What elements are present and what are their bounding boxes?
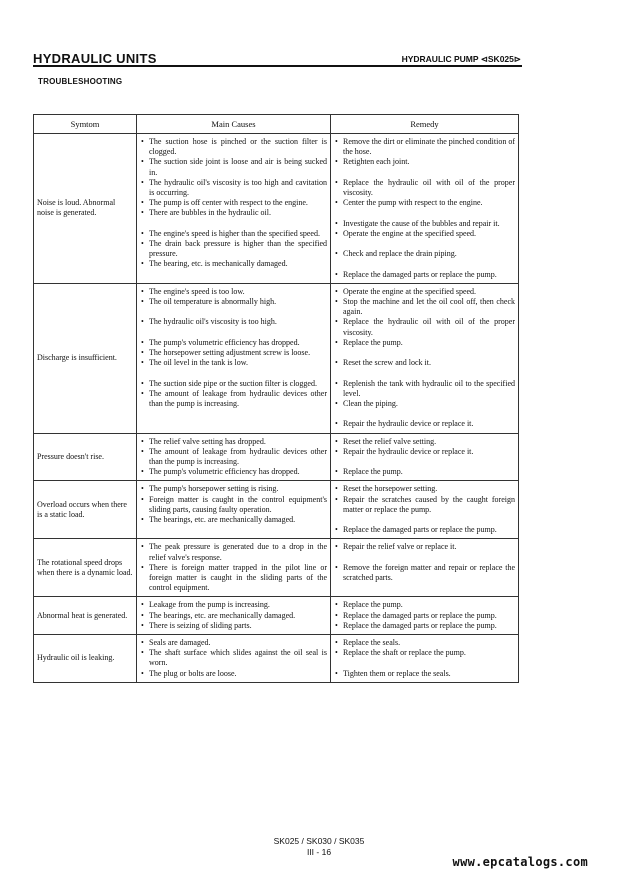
- cause-item: • There are bubbles in the hydraulic oil.: [140, 208, 327, 218]
- column-header-main-causes: Main Causes: [137, 115, 331, 134]
- remedy-item: • Replace the pump.: [334, 467, 515, 477]
- troubleshooting-table: [33, 114, 519, 683]
- remedy-item: • Replace the damaged parts or replace the pump.: [334, 270, 515, 280]
- cause-item: • The hydraulic oil's viscosity is too high.: [140, 317, 327, 327]
- symptom-cell: Abnormal heat is generated.: [34, 597, 137, 635]
- table-row: [34, 481, 519, 539]
- remedy-item: • Repair the hydraulic device or replace it.: [334, 419, 515, 429]
- main-causes-cell: [137, 539, 331, 597]
- remedy-list: [334, 484, 515, 535]
- cause-item: • The pump is off center with respect to the engine.: [140, 198, 327, 208]
- main-causes-cell: [137, 481, 331, 539]
- cause-item: • The bearing, etc. is mechanically damaged.: [140, 259, 327, 269]
- remedy-cell: [331, 635, 519, 683]
- cause-item: • The suction side joint is loose and air is being sucked in.: [140, 157, 327, 177]
- cause-item: • The pump's volumetric efficiency has dropped.: [140, 467, 327, 477]
- main-causes-list: [140, 542, 327, 593]
- cause-item: • The engine's speed is higher than the specified speed.: [140, 229, 327, 239]
- page-title: HYDRAULIC UNITS: [33, 51, 157, 66]
- main-causes-cell: [137, 635, 331, 683]
- main-causes-list: [140, 137, 327, 270]
- cause-item: • The suction hose is pinched or the suction filter is clogged.: [140, 137, 327, 157]
- cause-item: • Leakage from the pump is increasing.: [140, 600, 327, 610]
- main-causes-cell: [137, 134, 331, 284]
- remedy-item: • Check and replace the drain piping.: [334, 249, 515, 259]
- table-header-row: [34, 115, 519, 134]
- main-causes-list: [140, 437, 327, 478]
- remedy-list: [334, 287, 515, 430]
- remedy-item: • Operate the engine at the specified speed.: [334, 287, 515, 297]
- remedy-cell: [331, 597, 519, 635]
- cause-item: • Seals are damaged.: [140, 638, 327, 648]
- cause-item: • The bearings, etc. are mechanically damaged.: [140, 515, 327, 525]
- remedy-item: • Replace the damaged parts or replace the pump.: [334, 621, 515, 631]
- cause-item: • The oil temperature is abnormally high.: [140, 297, 327, 307]
- cause-item: • Foreign matter is caught in the control equipment's sliding parts, causing faulty operation.: [140, 495, 327, 515]
- cause-item: • The hydraulic oil's viscosity is too high and cavitation is occurring.: [140, 178, 327, 198]
- cause-item: • The suction side pipe or the suction filter is clogged.: [140, 379, 327, 389]
- remedy-item: • Remove the foreign matter and repair or replace the scratched parts.: [334, 563, 515, 583]
- remedy-item: • Replace the hydraulic oil with oil of the proper viscosity.: [334, 317, 515, 337]
- remedy-list: [334, 137, 515, 280]
- symptom-cell: Pressure doesn't rise.: [34, 433, 137, 481]
- symptom-cell: Discharge is insufficient.: [34, 283, 137, 433]
- remedy-item: • Replace the pump.: [334, 600, 515, 610]
- main-causes-list: [140, 484, 327, 525]
- remedy-item: • Replace the shaft or replace the pump.: [334, 648, 515, 658]
- remedy-cell: [331, 283, 519, 433]
- remedy-cell: [331, 481, 519, 539]
- column-header-symptom: Symtom: [34, 115, 137, 134]
- remedy-item: • Reset the screw and lock it.: [334, 358, 515, 368]
- remedy-item: • Repair the relief valve or replace it.: [334, 542, 515, 552]
- cause-item: • The amount of leakage from hydraulic devices other than the pump is increasing.: [140, 389, 327, 409]
- cause-item: • There is foreign matter trapped in the pilot line or foreign matter is caught in the sliding parts of the control equipment.: [140, 563, 327, 594]
- table-row: [34, 283, 519, 433]
- symptom-cell: The rotational speed drops when there is a dynamic load.: [34, 539, 137, 597]
- remedy-item: • Investigate the cause of the bubbles and repair it.: [334, 219, 515, 229]
- remedy-item: • Reset the relief valve setting.: [334, 437, 515, 447]
- remedy-item: • Repair the hydraulic device or replace it.: [334, 447, 515, 457]
- remedy-item: • Retighten each joint.: [334, 157, 515, 167]
- cause-item: • The relief valve setting has dropped.: [140, 437, 327, 447]
- remedy-cell: [331, 433, 519, 481]
- cause-item: • The horsepower setting adjustment screw is loose.: [140, 348, 327, 358]
- table-row: [34, 597, 519, 635]
- remedy-item: • Reset the horsepower setting.: [334, 484, 515, 494]
- cause-item: • The amount of leakage from hydraulic devices other than the pump is increasing.: [140, 447, 327, 467]
- remedy-list: [334, 437, 515, 478]
- remedy-item: • Replace the seals.: [334, 638, 515, 648]
- remedy-item: • Replace the pump.: [334, 338, 515, 348]
- table-row: [34, 539, 519, 597]
- watermark-url: www.epcatalogs.com: [452, 855, 588, 869]
- main-causes-cell: [137, 283, 331, 433]
- table-row: [34, 635, 519, 683]
- footer-page-number: III - 16: [306, 847, 332, 857]
- column-header-remedy: Remedy: [331, 115, 519, 134]
- remedy-list: [334, 600, 515, 631]
- main-causes-list: [140, 600, 327, 631]
- remedy-item: • Remove the dirt or eliminate the pinched condition of the hose.: [334, 137, 515, 157]
- cause-item: • The peak pressure is generated due to a drop in the relief valve's response.: [140, 542, 327, 562]
- cause-item: • The pump's volumetric efficiency has dropped.: [140, 338, 327, 348]
- cause-item: • The pump's horsepower setting is rising.: [140, 484, 327, 494]
- remedy-item: • Clean the piping.: [334, 399, 515, 409]
- cause-item: • The engine's speed is too low.: [140, 287, 327, 297]
- remedy-item: • Repair the scratches caused by the caught foreign matter or replace the pump.: [334, 495, 515, 515]
- remedy-item: • Replenish the tank with hydraulic oil to the specified level.: [334, 379, 515, 399]
- symptom-cell: Noise is loud. Abnormal noise is generated.: [34, 134, 137, 284]
- section-title: TROUBLESHOOTING: [38, 77, 123, 86]
- remedy-item: • Stop the machine and let the oil cool off, then check again.: [334, 297, 515, 317]
- main-causes-cell: [137, 433, 331, 481]
- remedy-item: • Center the pump with respect to the engine.: [334, 198, 515, 208]
- table-body: [34, 134, 519, 683]
- remedy-list: [334, 638, 515, 679]
- main-causes-list: [140, 287, 327, 409]
- symptom-cell: Overload occurs when there is a static load.: [34, 481, 137, 539]
- remedy-list: [334, 542, 515, 583]
- cause-item: • The bearings, etc. are mechanically damaged.: [140, 611, 327, 621]
- remedy-item: • Tighten them or replace the seals.: [334, 669, 515, 679]
- cause-item: • The oil level in the tank is low.: [140, 358, 327, 368]
- remedy-item: • Replace the damaged parts or replace the pump.: [334, 525, 515, 535]
- cause-item: • There is seizing of sliding parts.: [140, 621, 327, 631]
- header-rule: [33, 65, 522, 67]
- section-header-label: HYDRAULIC PUMP ⊲SK025⊳: [401, 54, 521, 64]
- remedy-item: • Replace the hydraulic oil with oil of the proper viscosity.: [334, 178, 515, 198]
- symptom-cell: Hydraulic oil is leaking.: [34, 635, 137, 683]
- table-row: [34, 433, 519, 481]
- cause-item: • The shaft surface which slides against the oil seal is worn.: [140, 648, 327, 668]
- cause-item: • The drain back pressure is higher than the specified pressure.: [140, 239, 327, 259]
- footer-model-numbers: SK025 / SK030 / SK035: [273, 836, 365, 846]
- remedy-item: • Replace the damaged parts or replace the pump.: [334, 611, 515, 621]
- table-row: [34, 134, 519, 284]
- remedy-cell: [331, 539, 519, 597]
- main-causes-list: [140, 638, 327, 679]
- main-causes-cell: [137, 597, 331, 635]
- cause-item: • The plug or bolts are loose.: [140, 669, 327, 679]
- remedy-item: • Operate the engine at the specified speed.: [334, 229, 515, 239]
- remedy-cell: [331, 134, 519, 284]
